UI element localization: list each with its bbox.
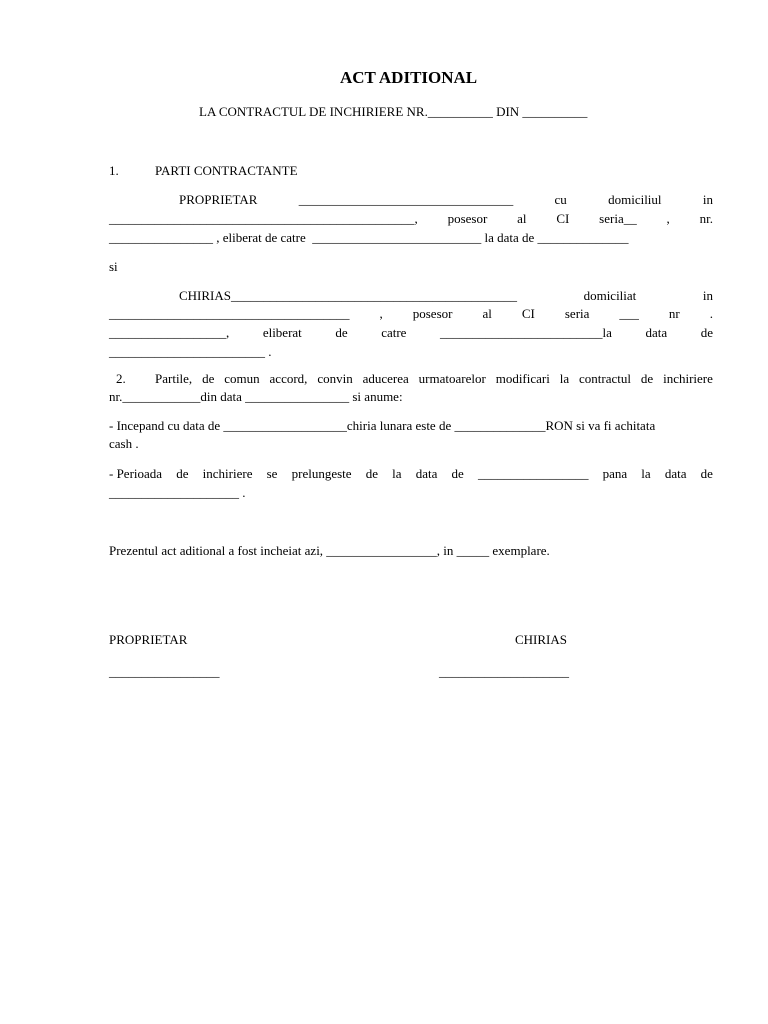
word: contractul — [579, 371, 632, 386]
proprietar-line-3: ________________ , eliberat de catre __________________________ la data de ______________ — [109, 230, 629, 245]
item-2-line-2: ____________________ . — [109, 485, 246, 500]
word: de — [700, 325, 713, 340]
signature-line-proprietar: _________________ — [109, 664, 220, 679]
item-1-line-1: - Incepand cu data de ___________________chiria lunara este de ______________RON si va fi achitata — [109, 418, 656, 433]
section-2-line-1 — [155, 371, 713, 387]
word: cu — [554, 192, 567, 207]
word: nr — [668, 306, 680, 321]
document-subtitle: LA CONTRACTUL DE INCHIRIERE NR.__________ DIN __________ — [199, 104, 588, 119]
word: _________________________________ — [298, 192, 514, 207]
word: convin — [317, 371, 353, 386]
word: modificari — [495, 371, 550, 386]
word: comun — [224, 371, 260, 386]
word: inchiriere — [663, 371, 713, 386]
word: seria — [564, 306, 590, 321]
word: PROPRIETAR — [179, 192, 258, 207]
word: prelungeste — [291, 466, 352, 481]
signature-label-chirias: CHIRIAS — [515, 632, 568, 647]
word: la — [641, 466, 651, 481]
word: domiciliat — [583, 288, 637, 303]
document-title: ACT ADITIONAL — [340, 68, 478, 87]
word: domiciliul — [608, 192, 662, 207]
word: _____________________________________ — [109, 306, 350, 321]
word: seria__ — [599, 211, 637, 226]
word: accord, — [269, 371, 308, 386]
word: de — [700, 466, 713, 481]
chirias-line-1 — [179, 288, 713, 304]
word: urmatoarelor — [418, 371, 486, 386]
word: - Perioada — [109, 466, 163, 481]
word: CI — [521, 306, 535, 321]
word: la — [559, 371, 570, 386]
word: ___ — [619, 306, 639, 321]
chirias-line-3 — [109, 325, 713, 341]
chirias-line-2 — [109, 306, 713, 322]
chirias-line-4: ________________________ . — [109, 344, 272, 359]
word: al — [482, 306, 492, 321]
word: _________________________la — [440, 325, 612, 340]
word: data — [645, 325, 668, 340]
word: in — [702, 288, 713, 303]
section-2-number: 2. — [116, 371, 126, 386]
word: de — [176, 466, 189, 481]
item-1-line-2: cash . — [109, 436, 139, 451]
word: CI — [556, 211, 570, 226]
word: _______________________________________________, — [109, 211, 418, 226]
word: al — [517, 211, 527, 226]
word: pana — [602, 466, 628, 481]
section-1-heading: PARTI CONTRACTANTE — [155, 163, 298, 178]
proprietar-line-1 — [179, 192, 713, 208]
word: data — [664, 466, 687, 481]
word: se — [266, 466, 278, 481]
word: in — [702, 192, 713, 207]
word: de — [365, 466, 378, 481]
proprietar-line-2 — [109, 211, 713, 227]
signature-label-proprietar: PROPRIETAR — [109, 632, 188, 647]
signature-line-chirias: ____________________ — [439, 664, 569, 679]
word: eliberat — [262, 325, 302, 340]
word: de — [202, 371, 215, 386]
section-1-number: 1. — [109, 163, 119, 178]
word: , — [666, 211, 670, 226]
word: posesor — [412, 306, 453, 321]
closing-statement: Prezentul act aditional a fost incheiat azi, _________________, in _____ exemplare. — [109, 543, 550, 558]
section-2-line-2: nr.____________din data ________________ si anume: — [109, 389, 403, 404]
conjunction-si: si — [109, 259, 118, 274]
word: de — [640, 371, 654, 386]
word: aducerea — [362, 371, 409, 386]
word: , — [379, 306, 383, 321]
word: Partile, — [155, 371, 193, 386]
word: _________________ — [477, 466, 589, 481]
word: catre — [381, 325, 407, 340]
word: de — [451, 466, 464, 481]
word: posesor — [447, 211, 488, 226]
word: de — [335, 325, 348, 340]
word: CHIRIAS____________________________________________ — [179, 288, 518, 303]
word: la — [392, 466, 402, 481]
word: inchiriere — [202, 466, 253, 481]
word: nr. — [699, 211, 713, 226]
item-2-line-1 — [109, 466, 713, 482]
word: data — [415, 466, 438, 481]
word: __________________, — [109, 325, 230, 340]
word: . — [709, 306, 713, 321]
